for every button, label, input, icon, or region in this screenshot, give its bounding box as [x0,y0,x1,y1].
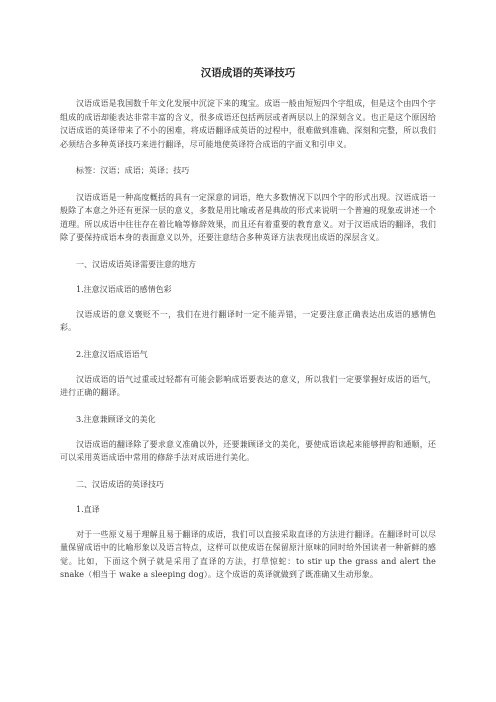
paragraph-1-1: 汉语成语的意义褒贬不一，我们在进行翻译时一定不能弄错，一定要注意正确表达出成语的感情色彩。 [60,309,436,332]
keywords-line: 标签：汉语；成语；英译；技巧 [76,166,190,175]
paragraph-1-3: 汉语成语的翻译除了要求意义准确以外，还要兼顾译文的美化，要使成语读起来能够押韵和通顺，还可以采用英语成语中常用的修辞手法对成语进行美化。 [60,439,436,462]
paragraph-1-2: 汉语成语的语气过重或过轻都有可能会影响成语要表达的意义，所以我们一定要掌握好成语的语气，进行正确的翻译。 [60,374,436,397]
intro-paragraph: 汉语成语是一种高度概括的具有一定深意的词语，绝大多数情况下以四个字的形式出现。汉语成语一般除了本意之外还有更深一层的意义，多数是用比喻或者是典故的形式来说明一个普遍的现象或讲述一个道理。所以成语中往往存在着比喻等修辞效果，而且还有着重要的教育意义。对于汉语成语的翻译，我们除了要保持成语本身的表面意义以外，还要注意结合多种英译方法表现出成语的深层含义。 [60,192,436,242]
abstract-paragraph: 汉语成语是我国数千年文化发展中沉淀下来的瑰宝。成语一般由短短四个字组成，但是这个由四个字组成的成语却能表达非常丰富的含义，很多成语还包括两层或者两层以上的深刻含义。也正是这个原因给汉语成语的英译带来了不小的困难，将成语翻译成英语的过程中，很难做到准确、深刻和完整，所以我们必须结合多种英译技巧来进行翻译，尽可能地使英译符合成语的字面义和引申义。 [60,99,436,149]
section-heading-2: 二、汉语成语的英译技巧 [76,479,164,489]
document-title: 汉语成语的英译技巧 [200,67,296,79]
subheading-1-1: 1.注意汉语成语的感情色彩 [76,284,172,294]
subheading-2-1: 1.直译 [76,504,100,514]
paragraph-2-1: 对于一些原义易于理解且易于翻译的成语，我们可以直接采取直译的方法进行翻译。在翻译时可以尽量保留成语中的比喻形象以及语言特点，这样可以使成语在保留原汁原味的同时给外国读者一种新鲜的感觉。比如，下面这个例子就是采用了直译的方法，打草惊蛇：to stir up the grass and alert the snake（相当于 wake a sleeping dog）。这个成语的英译就做到了既准确又生动形象。 [60,529,436,579]
section-heading-1: 一、汉语成语英译需要注意的地方 [76,259,196,269]
subheading-1-3: 3.注意兼顾译文的美化 [76,414,156,424]
subheading-1-2: 2.注意汉语成语语气 [76,349,148,359]
